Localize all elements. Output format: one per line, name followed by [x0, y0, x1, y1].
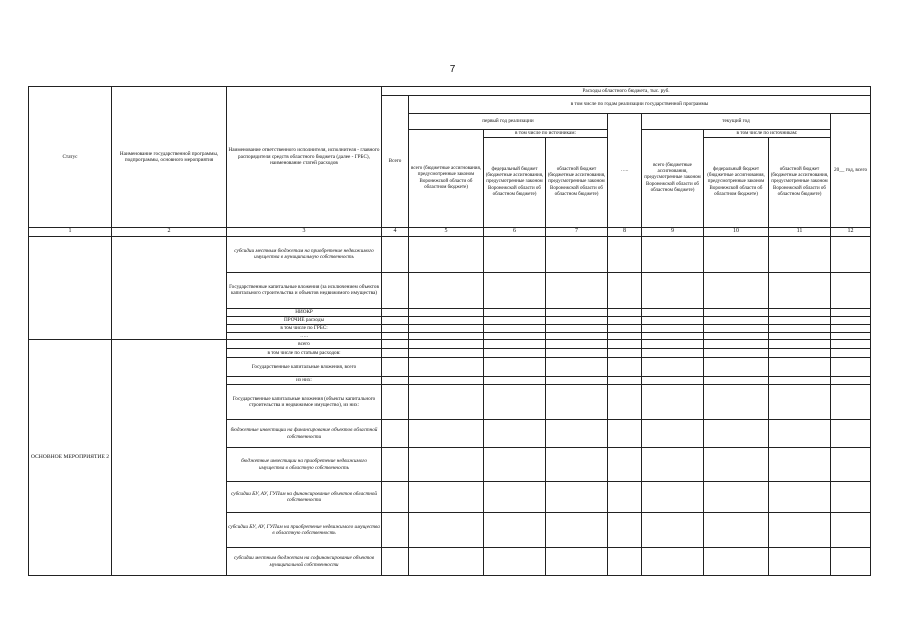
- table-cell: [642, 236, 704, 272]
- row-label: в том числе по статьям расходов:: [227, 349, 382, 358]
- row-label: Государственные капитальные вложения, всего: [227, 358, 382, 377]
- table-cell: [704, 358, 769, 377]
- column-number: 7: [546, 228, 608, 237]
- column-number: 5: [409, 228, 484, 237]
- table-cell: [831, 236, 871, 272]
- header-regional-first: областной бюджет (бюджетные ассигнования, предусмотренные законом Воронежской области об областном бюджете): [546, 138, 608, 228]
- table-cell: [831, 448, 871, 482]
- header-federal-current: федеральный бюджет (бюджетные ассигнования, предусмотренные законом Воронежской области об областном бюджете): [704, 138, 769, 228]
- table-cell: [704, 420, 769, 448]
- row-label: НИОКР: [227, 308, 382, 316]
- column-number: 1: [29, 228, 112, 237]
- table-cell: [484, 548, 546, 576]
- table-cell: [769, 385, 831, 420]
- table-cell: [704, 548, 769, 576]
- table-cell: [409, 332, 484, 340]
- table-cell: [546, 513, 608, 548]
- table-cell: [642, 513, 704, 548]
- header-first-year: первый год реализации: [409, 114, 608, 130]
- header-federal-first: федеральный бюджет (бюджетные ассигнования, предусмотренные законом Воронежской области об областном бюджете): [484, 138, 546, 228]
- table-cell: [831, 349, 871, 358]
- table-cell: [608, 548, 642, 576]
- table-cell: [831, 420, 871, 448]
- table-cell: [546, 308, 608, 316]
- table-cell: [484, 340, 546, 349]
- table-cell: [484, 236, 546, 272]
- header-status: Статус: [29, 87, 112, 228]
- table-cell: [608, 513, 642, 548]
- table-cell: [769, 236, 831, 272]
- row-label: из них:: [227, 377, 382, 385]
- table-cell: [769, 377, 831, 385]
- table-cell: [704, 272, 769, 308]
- table-cell: [769, 358, 831, 377]
- table-cell: [608, 324, 642, 332]
- column-number: 10: [704, 228, 769, 237]
- budget-expenses-table: [28, 86, 871, 576]
- table-cell: [704, 324, 769, 332]
- table-cell: [831, 324, 871, 332]
- table-cell: [642, 316, 704, 324]
- table-cell: [642, 340, 704, 349]
- table-cell: [642, 349, 704, 358]
- table-cell: [642, 482, 704, 513]
- table-cell: [484, 316, 546, 324]
- table-cell: [831, 513, 871, 548]
- column-number: 6: [484, 228, 546, 237]
- table-cell: [409, 324, 484, 332]
- table-cell: [484, 420, 546, 448]
- table-cell: [382, 482, 409, 513]
- table-cell: [409, 513, 484, 548]
- column-number: 3: [227, 228, 382, 237]
- table-cell: [409, 358, 484, 377]
- table-cell: [409, 316, 484, 324]
- header-by-sources-current: в том числе по источникам:: [704, 130, 831, 138]
- table-cell: [382, 377, 409, 385]
- table-cell: [546, 385, 608, 420]
- table-cell: [608, 236, 642, 272]
- header-program-name: Наименование государственной программы, подпрограммы, основного мероприятия: [112, 87, 227, 228]
- table-cell: [769, 513, 831, 548]
- row-label: всего: [227, 340, 382, 349]
- header-year-total: 20__ год, всего: [831, 114, 871, 228]
- table-cell: [409, 308, 484, 316]
- table-cell: [409, 272, 484, 308]
- table-cell: [382, 420, 409, 448]
- table-cell: [704, 513, 769, 548]
- table-cell: [546, 340, 608, 349]
- table-cell: [546, 548, 608, 576]
- table-cell: [642, 308, 704, 316]
- table-cell: [382, 349, 409, 358]
- column-number: 11: [769, 228, 831, 237]
- header-all-first: всего (бюджетные ассигнования, предусмотренные законом Воронежской области об областном бюджете): [409, 130, 484, 228]
- table-cell: [546, 482, 608, 513]
- table-cell: [409, 349, 484, 358]
- table-cell: [382, 316, 409, 324]
- table-cell: [409, 482, 484, 513]
- page-number: 7: [449, 64, 456, 75]
- table-cell: [409, 448, 484, 482]
- table-cell: [608, 340, 642, 349]
- table-cell: [409, 340, 484, 349]
- table-cell: [484, 448, 546, 482]
- table-cell: [546, 448, 608, 482]
- table-cell: [642, 420, 704, 448]
- table-cell: [484, 385, 546, 420]
- table-cell: [409, 385, 484, 420]
- table-cell: [769, 420, 831, 448]
- table-cell: [704, 308, 769, 316]
- table-cell: [484, 308, 546, 316]
- header-regional-current: областной бюджет (бюджетные ассигнования, предусмотренные законом Воронежской области об областном бюджете): [769, 138, 831, 228]
- table-cell: [382, 448, 409, 482]
- table-cell: [769, 272, 831, 308]
- row-label: Государственные капитальные вложения (объекты капитального строительства и недвижимое имущество), из них:: [227, 385, 382, 420]
- row-label: субсидии БУ, АУ, ГУПам на финансирование объектов областной собственности: [227, 482, 382, 513]
- table-cell: [769, 349, 831, 358]
- table-cell: [642, 324, 704, 332]
- table-cell: [484, 513, 546, 548]
- table-cell: [642, 377, 704, 385]
- row-label: ПРОЧИЕ расходы: [227, 316, 382, 324]
- table-cell: [409, 420, 484, 448]
- table-cell: [608, 482, 642, 513]
- column-numbers-row: [29, 228, 871, 237]
- table-cell: [769, 340, 831, 349]
- table-cell: [642, 272, 704, 308]
- row-label: в том числе по ГРБС:: [227, 324, 382, 332]
- row-label: Государственные капитальные вложения (за исключением объектов капитального строительства и объектов недвижимого имущества): [227, 272, 382, 308]
- table-cell: [704, 236, 769, 272]
- table-cell: [831, 332, 871, 340]
- row-label: бюджетные инвестиции на приобретение недвижимого имущества в областную собственность: [227, 448, 382, 482]
- table-cell: [831, 308, 871, 316]
- column-number: 8: [608, 228, 642, 237]
- table-cell: [608, 420, 642, 448]
- table-row: [29, 236, 871, 272]
- table-cell: [382, 513, 409, 548]
- table-cell: [831, 272, 871, 308]
- row-label: субсидии БУ, АУ, ГУПам на приобретение недвижимого имущества в областную собственность: [227, 513, 382, 548]
- header-by-years: в том числе по годам реализации государственной программы: [409, 96, 871, 114]
- row-label: субсидии местным бюджетам на приобретение недвижимого имущества в муниципальную собственность: [227, 236, 382, 272]
- table-cell: [642, 358, 704, 377]
- table-cell: [608, 448, 642, 482]
- table-cell: [484, 332, 546, 340]
- header-total: Всего: [382, 96, 409, 228]
- header-executor: Наименование ответственного исполнителя, исполнителя - главного распорядителя средств областного бюджета (далее - ГРБС), наименование статей расходов: [227, 87, 382, 228]
- table-cell: [831, 358, 871, 377]
- column-number: 12: [831, 228, 871, 237]
- table-cell: [608, 272, 642, 308]
- program-name-cell-empty: [112, 236, 227, 340]
- table-row: [29, 340, 871, 349]
- table-cell: [382, 332, 409, 340]
- table-cell: [704, 482, 769, 513]
- table-cell: [484, 377, 546, 385]
- table-cell: [484, 349, 546, 358]
- table-cell: [642, 548, 704, 576]
- table-cell: [769, 332, 831, 340]
- table-cell: [546, 324, 608, 332]
- column-number: 9: [642, 228, 704, 237]
- header-expenses-title: Расходы областного бюджета, тыс. руб.: [382, 87, 871, 96]
- table-cell: [608, 358, 642, 377]
- table-cell: [642, 448, 704, 482]
- table-cell: [546, 272, 608, 308]
- table-cell: [704, 332, 769, 340]
- table-cell: [831, 340, 871, 349]
- table-cell: [831, 377, 871, 385]
- table-cell: [484, 358, 546, 377]
- table-cell: [608, 332, 642, 340]
- table-cell: [382, 308, 409, 316]
- table-cell: [546, 316, 608, 324]
- status-main-activity-2: ОСНОВНОЕ МЕРОПРИЯТИЕ 2: [29, 340, 112, 576]
- table-cell: [546, 332, 608, 340]
- row-label: …..: [227, 332, 382, 340]
- table-cell: [608, 385, 642, 420]
- header-current-year: текущий год: [642, 114, 831, 130]
- table-cell: [704, 377, 769, 385]
- table-cell: [484, 324, 546, 332]
- table-cell: [382, 358, 409, 377]
- table-cell: [704, 349, 769, 358]
- header-dots: …..: [608, 114, 642, 228]
- table-cell: [704, 385, 769, 420]
- table-cell: [546, 358, 608, 377]
- table-cell: [484, 482, 546, 513]
- table-cell: [704, 340, 769, 349]
- table-cell: [831, 548, 871, 576]
- table-cell: [608, 377, 642, 385]
- table-cell: [704, 316, 769, 324]
- program-name-cell-empty: [112, 340, 227, 576]
- row-label: бюджетные инвестиции на финансирование объектов областной собственности: [227, 420, 382, 448]
- table-cell: [831, 482, 871, 513]
- table-cell: [546, 377, 608, 385]
- row-label: субсидии местным бюджетам на софинансирование объектов муниципальной собственности: [227, 548, 382, 576]
- table-cell: [608, 349, 642, 358]
- table-cell: [608, 316, 642, 324]
- table-cell: [409, 548, 484, 576]
- table-cell: [831, 385, 871, 420]
- table-cell: [642, 332, 704, 340]
- table-cell: [409, 236, 484, 272]
- column-number: 4: [382, 228, 409, 237]
- column-number: 2: [112, 228, 227, 237]
- table-cell: [704, 448, 769, 482]
- table-cell: [382, 272, 409, 308]
- table-cell: [769, 324, 831, 332]
- table-cell: [409, 377, 484, 385]
- header-all-current: всего (бюджетные ассигнования, предусмотренные законом Воронежской области об областном бюджете): [642, 130, 704, 228]
- table-cell: [382, 236, 409, 272]
- table-cell: [769, 308, 831, 316]
- table-cell: [382, 385, 409, 420]
- table-cell: [769, 316, 831, 324]
- table-cell: [382, 548, 409, 576]
- table-cell: [769, 548, 831, 576]
- table-cell: [382, 324, 409, 332]
- status-cell-empty: [29, 236, 112, 340]
- table-cell: [546, 420, 608, 448]
- table-cell: [642, 385, 704, 420]
- table-cell: [608, 308, 642, 316]
- table-cell: [831, 316, 871, 324]
- header-by-sources-first: в том числе по источникам:: [484, 130, 608, 138]
- table-cell: [546, 236, 608, 272]
- table-cell: [546, 349, 608, 358]
- table-cell: [382, 340, 409, 349]
- table-cell: [769, 448, 831, 482]
- table-cell: [769, 482, 831, 513]
- table-cell: [484, 272, 546, 308]
